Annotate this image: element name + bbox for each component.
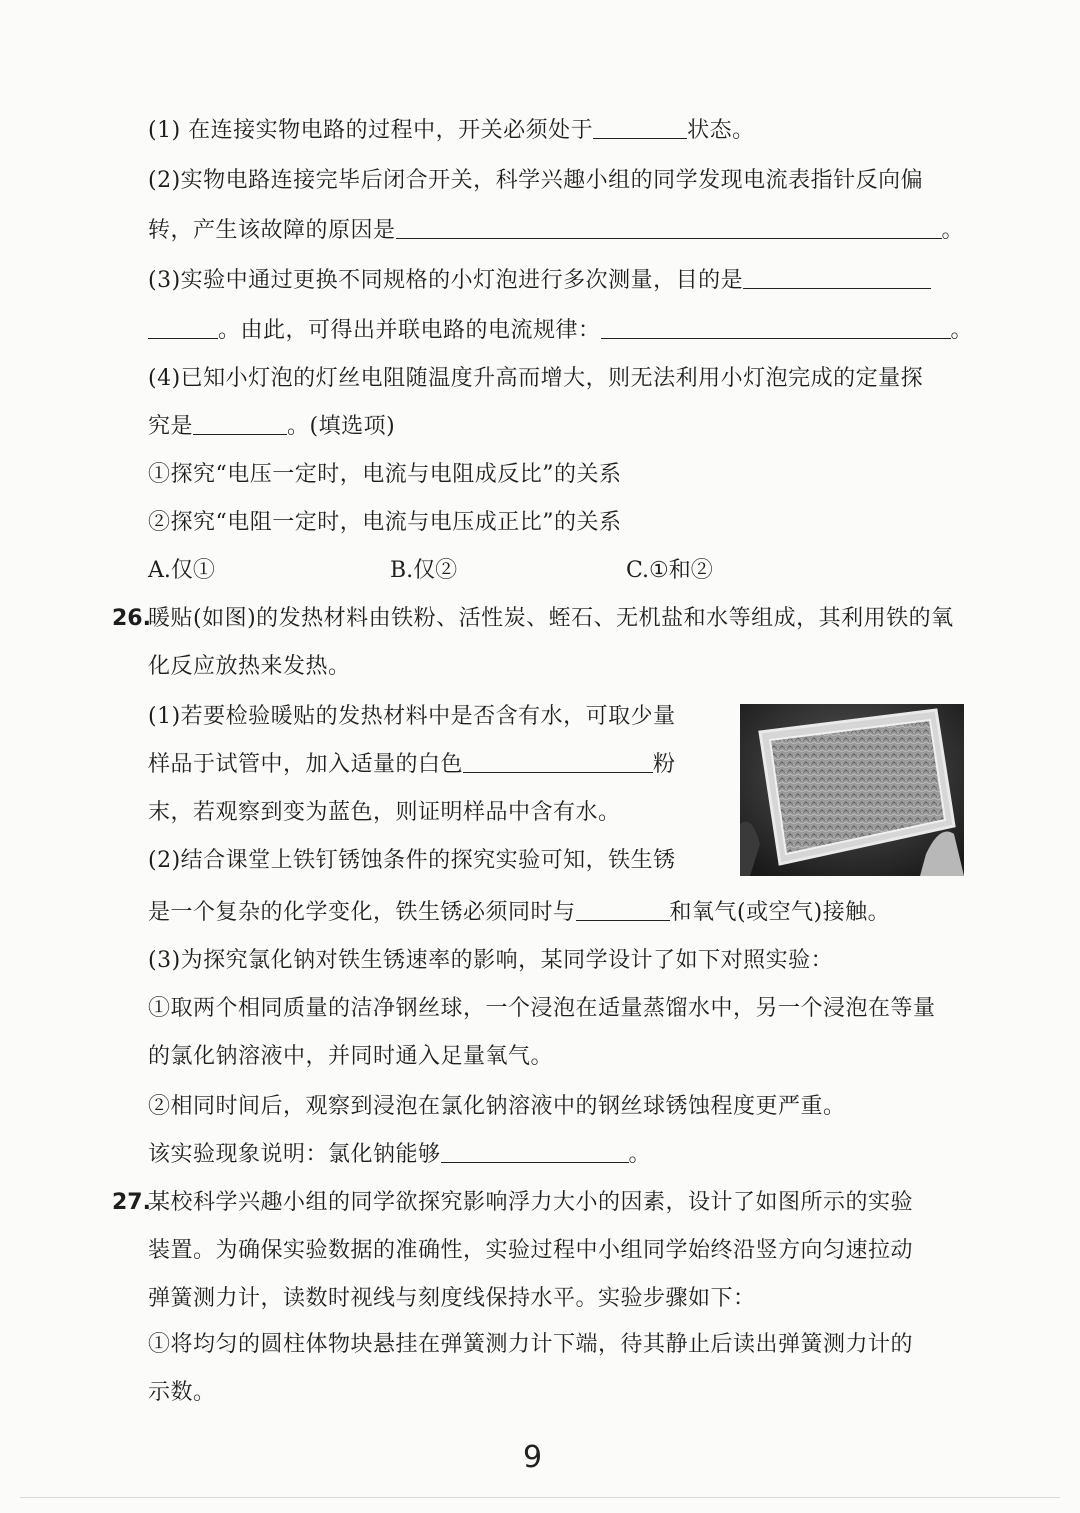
q26-part1-line2 — [148, 750, 676, 780]
q26-intro-line2: 化反应放热来发热。 — [148, 654, 351, 679]
q25-choice-item-2: ②探究“电阻一定时，电流与电压成正比”的关系 — [148, 510, 622, 535]
q25-part4-line2 — [148, 412, 395, 442]
answer-blank[interactable] — [441, 1140, 629, 1163]
q25-part3-suffix: 。 — [950, 318, 974, 343]
q25-part3-text: (3)实验中通过更换不同规格的小灯泡进行多次测量，目的是 — [148, 268, 744, 293]
option-c[interactable]: C.①和② — [626, 558, 713, 583]
q26-step1-line1: ①取两个相同质量的洁净钢丝球，一个浸泡在适量蒸馏水中，另一个浸泡在等量 — [148, 996, 936, 1021]
q25-part4-line1: (4)已知小灯泡的灯丝电阻随温度升高而增大，则无法利用小灯泡完成的定量探 — [148, 366, 924, 391]
answer-blank[interactable] — [193, 412, 287, 435]
q27-line3: 弹簧测力计，读数时视线与刻度线保持水平。实验步骤如下： — [148, 1286, 756, 1311]
q27-step1-line1: ①将均匀的圆柱体物块悬挂在弹簧测力计下端，待其静止后读出弹簧测力计的 — [148, 1332, 914, 1357]
q26-intro-line1: 暖贴(如图)的发热材料由铁粉、活性炭、蛭石、无机盐和水等组成，其利用铁的氧 — [148, 606, 954, 631]
q25-part2-text: 转，产生该故障的原因是 — [148, 218, 396, 243]
option-a[interactable]: A.仅① — [148, 558, 215, 583]
q25-part1 — [148, 116, 755, 146]
q27-step1-line2: 示数。 — [148, 1380, 216, 1405]
page-bottom-rule — [20, 1497, 1060, 1498]
q26-part2-line2 — [148, 898, 890, 928]
q25-part3-line1 — [148, 266, 931, 296]
q26-part1-text: 样品于试管中，加入适量的白色 — [148, 752, 464, 777]
q26-part3-intro: (3)为探究氯化钠对铁生锈速率的影响，某同学设计了如下对照实验： — [148, 948, 834, 973]
q26-step1-line2: 的氯化钠溶液中，并同时通入足量氧气。 — [148, 1044, 554, 1069]
q27-line2: 装置。为确保实验数据的准确性，实验过程中小组同学始终沿竖方向匀速拉动 — [148, 1238, 914, 1263]
q26-part1-line3: 末，若观察到变为蓝色，则证明样品中含有水。 — [148, 800, 621, 825]
question-number-26: 26. — [112, 606, 151, 631]
answer-blank[interactable] — [463, 750, 653, 773]
q25-part2-line1: (2)实物电路连接完毕后闭合开关，科学兴趣小组的同学发现电流表指针反向偏 — [148, 168, 924, 193]
q25-part2-suffix: 。 — [941, 218, 965, 243]
q25-part2-line2 — [148, 216, 964, 246]
q26-part1-line1: (1)若要检验暖贴的发热材料中是否含有水，可取少量 — [148, 704, 676, 729]
answer-blank[interactable] — [148, 316, 218, 339]
answer-blank[interactable] — [601, 316, 951, 339]
q26-step2: ②相同时间后，观察到浸泡在氯化钠溶液中的钢丝球锈蚀程度更严重。 — [148, 1094, 846, 1119]
q26-part2-line1: (2)结合课堂上铁钉锈蚀条件的探究实验可知，铁生锈 — [148, 848, 676, 873]
q25-part3-line2 — [148, 316, 973, 346]
q25-part1-suffix: 状态。 — [687, 118, 755, 143]
q26-conclusion-text: 该实验现象说明：氯化钠能够 — [148, 1142, 441, 1167]
question-number-27: 27. — [112, 1190, 151, 1215]
hand-warmer-photo — [740, 704, 964, 876]
q25-part1-text: (1) 在连接实物电路的过程中，开关必须处于 — [148, 118, 594, 143]
q26-part1-suffix: 粉 — [653, 752, 676, 777]
hand-warmer-illustration — [740, 704, 964, 876]
q25-choice-item-1: ①探究“电压一定时，电流与电阻成反比”的关系 — [148, 462, 622, 487]
q26-part2-text: 是一个复杂的化学变化，铁生锈必须同时与 — [148, 900, 576, 925]
q26-conclusion-suffix: 。 — [628, 1142, 652, 1167]
q25-part4-suffix: 。(填选项) — [287, 414, 396, 439]
answer-blank[interactable] — [743, 266, 931, 289]
q25-part3-mid-text: 。由此，可得出并联电路的电流规律： — [218, 318, 601, 343]
answer-blank[interactable] — [396, 216, 942, 239]
answer-blank[interactable] — [593, 116, 687, 139]
option-b[interactable]: B.仅② — [390, 558, 458, 583]
q25-part4-text: 究是 — [148, 414, 194, 439]
q26-conclusion — [148, 1140, 651, 1170]
q27-line1: 某校科学兴趣小组的同学欲探究影响浮力大小的因素，设计了如图所示的实验 — [148, 1190, 914, 1215]
answer-blank[interactable] — [576, 898, 670, 921]
page-number: 9 — [522, 1440, 543, 1475]
q26-part2-suffix: 和氧气(或空气)接触。 — [669, 900, 891, 925]
